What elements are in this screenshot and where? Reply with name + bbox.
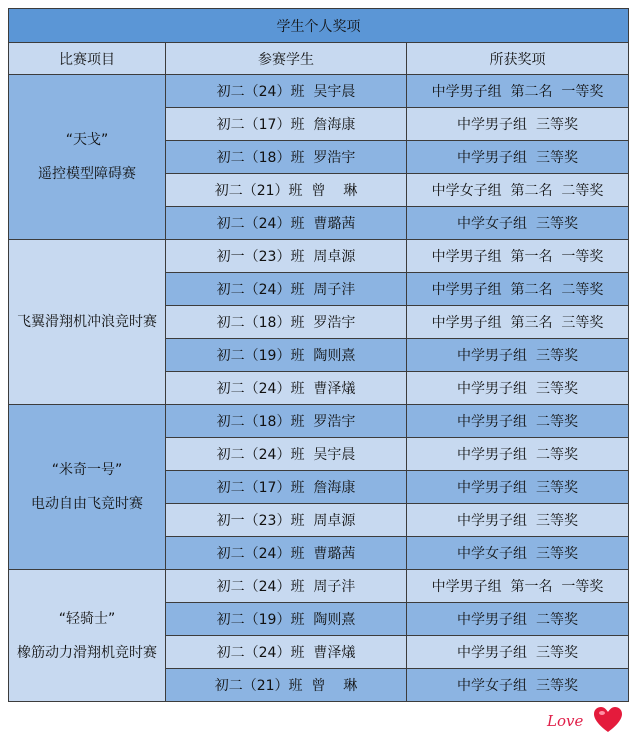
student-cell: 初二（21）班 曾 琳 [166,669,407,702]
love-watermark [547,706,627,736]
award-cell: 中学男子组 三等奖 [407,504,629,537]
student-cell: 初二（24）班 曹泽燨 [166,636,407,669]
competition-name-line: 橡筋动力滑翔机竞时赛 [17,644,157,661]
competition-name-line: “米奇一号” [51,462,123,478]
student-cell: 初二（18）班 罗浩宇 [166,141,407,174]
awards-body [9,75,629,702]
award-cell: 中学男子组 三等奖 [407,471,629,504]
award-cell: 中学男子组 第一名 一等奖 [407,570,629,603]
award-cell: 中学女子组 三等奖 [407,537,629,570]
award-cell: 中学男子组 三等奖 [407,108,629,141]
header-competition: 比赛项目 [9,43,166,75]
competition-cell [9,405,166,570]
student-cell: 初二（17）班 詹海康 [166,471,407,504]
award-cell: 中学男子组 第二名 一等奖 [407,75,629,108]
student-cell: 初二（17）班 詹海康 [166,108,407,141]
award-cell: 中学女子组 第二名 二等奖 [407,174,629,207]
award-cell: 中学男子组 二等奖 [407,438,629,471]
student-cell: 初二（19）班 陶则熹 [166,603,407,636]
table-row [9,570,629,603]
award-cell: 中学男子组 三等奖 [407,372,629,405]
table-row [9,240,629,273]
table-title: 学生个人奖项 [9,9,629,43]
table-row [9,405,629,438]
award-cell: 中学女子组 三等奖 [407,669,629,702]
award-cell: 中学男子组 三等奖 [407,636,629,669]
award-cell: 中学男子组 二等奖 [407,603,629,636]
award-cell: 中学男子组 三等奖 [407,339,629,372]
competition-cell [9,570,166,702]
student-cell: 初二（24）班 吴宇晨 [166,438,407,471]
student-cell: 初一（23）班 周卓源 [166,240,407,273]
student-cell: 初二（18）班 罗浩宇 [166,306,407,339]
heart-icon [593,706,623,734]
student-cell: 初二（24）班 曹璐茜 [166,537,407,570]
table-row [9,75,629,108]
student-cell: 初二（24）班 周子沣 [166,273,407,306]
competition-name-line: 飞翼滑翔机冲浪竞时赛 [17,314,157,330]
award-cell: 中学男子组 第三名 三等奖 [407,306,629,339]
award-cell: 中学男子组 第一名 一等奖 [407,240,629,273]
competition-name-line: “轻骑士” [58,610,116,627]
student-cell: 初二（18）班 罗浩宇 [166,405,407,438]
student-cell: 初二（19）班 陶则熹 [166,339,407,372]
love-text: Love [547,712,584,730]
competition-name-line: 电动自由飞竞时赛 [31,496,143,512]
award-cell: 中学男子组 第二名 二等奖 [407,273,629,306]
header-student: 参赛学生 [166,43,407,75]
student-cell: 初二（21）班 曾 琳 [166,174,407,207]
competition-name-line: 遥控模型障碍赛 [38,166,136,182]
award-cell: 中学女子组 三等奖 [407,207,629,240]
student-cell: 初二（24）班 吴宇晨 [166,75,407,108]
award-cell: 中学男子组 二等奖 [407,405,629,438]
competition-cell [9,75,166,240]
student-cell: 初一（23）班 周卓源 [166,504,407,537]
student-cell: 初二（24）班 周子沣 [166,570,407,603]
header-award: 所获奖项 [407,43,629,75]
award-cell: 中学男子组 三等奖 [407,141,629,174]
student-cell: 初二（24）班 曹泽燨 [166,372,407,405]
awards-table [8,8,629,702]
competition-name-line: “天戈” [65,132,109,148]
competition-cell [9,240,166,405]
student-cell: 初二（24）班 曹璐茜 [166,207,407,240]
